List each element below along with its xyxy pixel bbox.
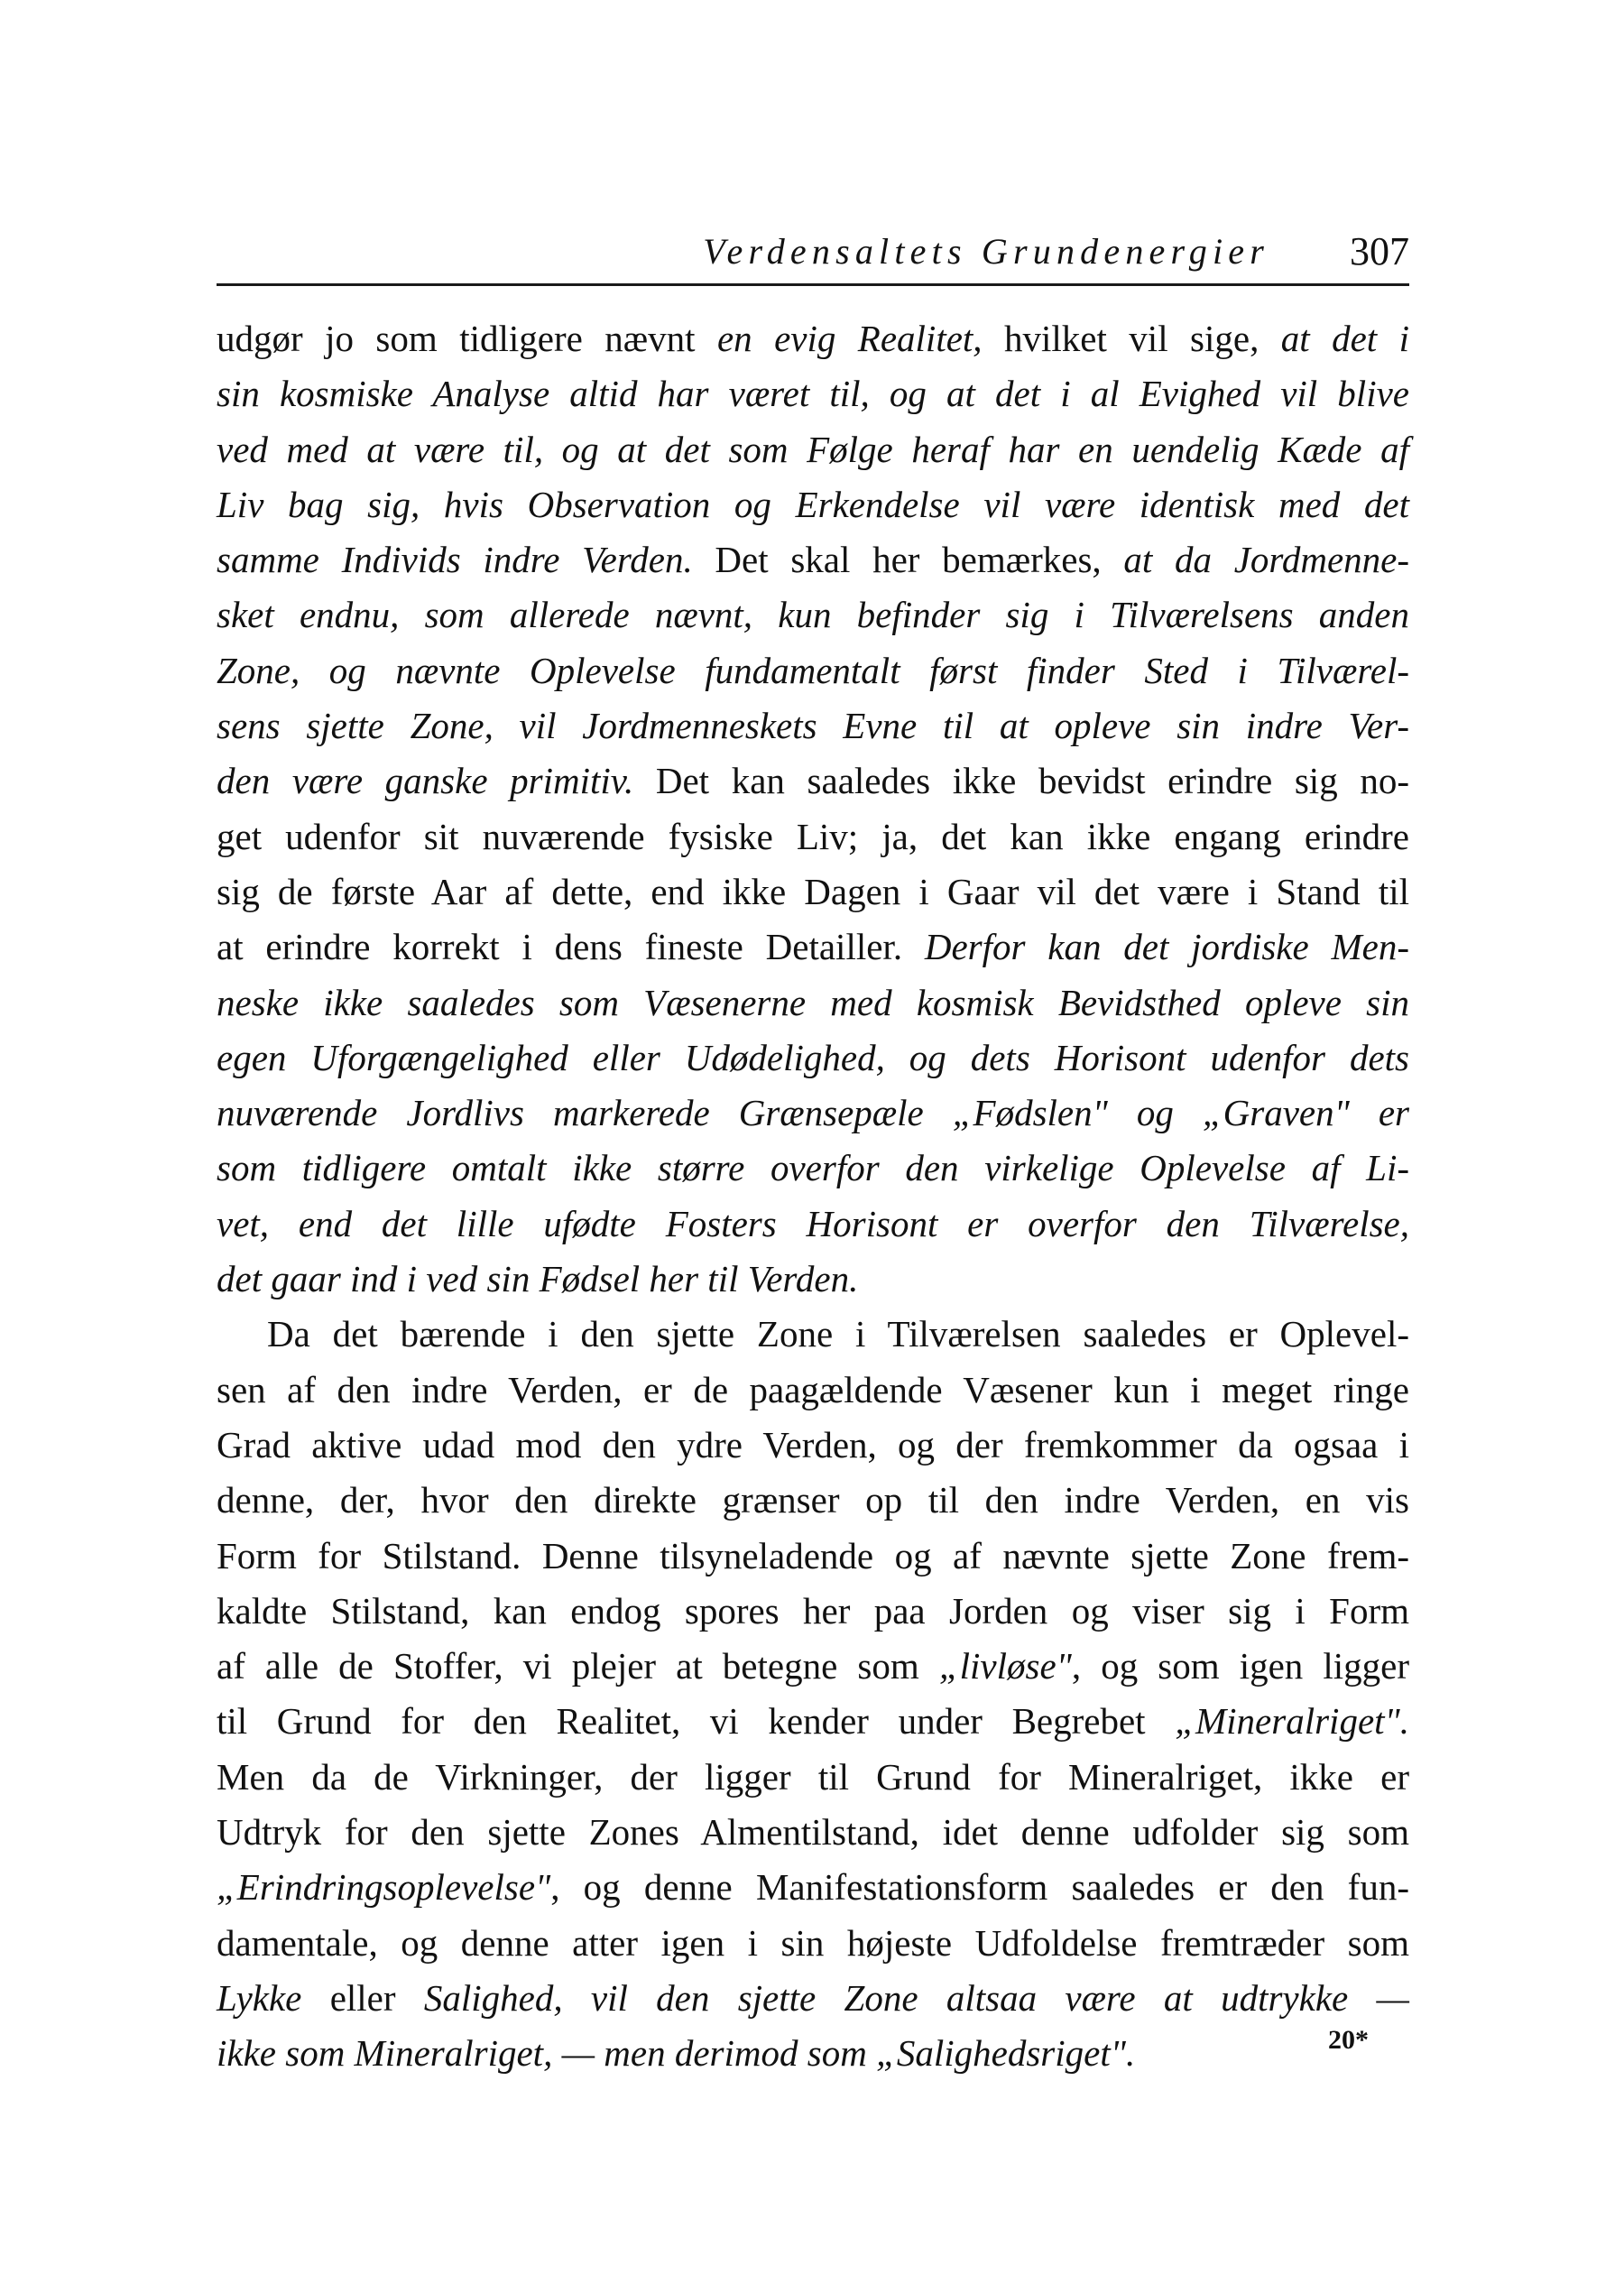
text-line xyxy=(217,1529,1409,1584)
text-line xyxy=(217,1363,1409,1418)
text-line xyxy=(217,1860,1409,1915)
italic-run: det gaar ind i ved sin Fødsel her til Verden. xyxy=(217,1258,859,1300)
text-run: get udenfor sit nuværende fysiske Liv; ja, det kan ikke engang erindre xyxy=(217,815,1409,857)
italic-run: den være ganske primitiv. xyxy=(217,760,634,802)
text-run: denne, der, hvor den direkte grænser op til den indre Verden, en vis xyxy=(217,1479,1409,1521)
text-run: Da det bærende i den sjette Zone i Tilværelsen saaledes er Oplevel- xyxy=(267,1313,1409,1355)
body-text xyxy=(217,311,1409,2082)
text-run: sen af den indre Verden, er de paagældende Væsener kun i meget ringe xyxy=(217,1368,1409,1410)
text-run: , og denne Manifestationsform saaledes er den fun- xyxy=(550,1866,1409,1909)
italic-run: at det i xyxy=(1280,318,1410,359)
text-line xyxy=(217,1086,1409,1141)
text-line xyxy=(217,1197,1409,1252)
italic-run: Zone, og nævnte Oplevelse fundamentalt først finder Sted i Tilværel- xyxy=(217,649,1409,691)
text-run: Det skal her bemærkes, xyxy=(692,539,1124,581)
italic-run: ikke som Mineralriget, — men derimod som „Salighedsriget". xyxy=(217,2032,1136,2075)
text-line xyxy=(217,698,1409,754)
text-run: Grad aktive udad mod den ydre Verden, og der fremkommer da ogsaa i xyxy=(217,1423,1409,1465)
text-line xyxy=(217,754,1409,809)
text-line xyxy=(217,1916,1409,1971)
italic-run: egen Uforgængelighed eller Udødelighed, og dets Horisont udenfor dets xyxy=(217,1036,1409,1078)
italic-run: Lykke xyxy=(217,1976,302,2019)
text-line xyxy=(217,864,1409,920)
italic-run: „livløse" xyxy=(938,1645,1072,1687)
italic-run: neske ikke saaledes som Væsenerne med kosmisk Bevidsthed opleve sin xyxy=(217,981,1409,1023)
italic-run: Salighed, vil den sjette Zone altsaa være at udtrykke — xyxy=(423,1976,1409,2019)
italic-run: Derfor kan det jordiske Men- xyxy=(924,926,1409,968)
text-run: kaldte Stilstand, kan endog spores her paa Jorden og viser sig i Form xyxy=(217,1589,1409,1632)
italic-run: som tidligere omtalt ikke større overfor den virkelige Oplevelse af Li- xyxy=(217,1147,1409,1189)
running-header xyxy=(217,227,1409,286)
text-line xyxy=(217,311,1409,366)
text-line xyxy=(217,1473,1409,1528)
italic-run: nuværende Jordlivs markerede Grænsepæle „Fødslen" og „Graven" er xyxy=(217,1092,1409,1134)
signature-mark: 20* xyxy=(1328,2025,1369,2055)
text-line xyxy=(217,1805,1409,1860)
text-line xyxy=(217,1031,1409,1086)
text-run: hvilket vil sige, xyxy=(982,318,1281,359)
text-line xyxy=(217,2026,1409,2081)
text-line xyxy=(217,1418,1409,1473)
text-line xyxy=(217,1639,1409,1694)
text-line xyxy=(217,643,1409,698)
text-run: Form for Stilstand. Denne tilsyneladende og af nævnte sjette Zone frem- xyxy=(217,1534,1409,1576)
italic-run: sket endnu, som allerede nævnt, kun befinder sig i Tilværelsens anden xyxy=(217,594,1409,636)
italic-run: ved med at være til, og at det som Følge heraf har en uendelig Kæde af xyxy=(217,428,1409,470)
text-run: Udtryk for den sjette Zones Almentilstand, idet denne udfolder sig som xyxy=(217,1811,1409,1854)
text-run: eller xyxy=(301,1976,424,2019)
text-line xyxy=(217,1750,1409,1805)
text-line xyxy=(217,1971,1409,2026)
italic-run: en evig Realitet, xyxy=(716,318,983,359)
text-line xyxy=(217,920,1409,975)
italic-run: „Mineralriget". xyxy=(1175,1700,1409,1743)
text-run: udgør jo som tidligere nævnt xyxy=(217,318,717,359)
text-line xyxy=(217,1584,1409,1639)
text-line xyxy=(217,1141,1409,1196)
italic-run: „Erindringsoplevelse" xyxy=(217,1866,551,1909)
text-line xyxy=(217,975,1409,1031)
text-run: Men da de Virkninger, der ligger til Grund for Mineralriget, ikke er xyxy=(217,1755,1409,1798)
text-run: til Grund for den Realitet, vi kender under Begrebet xyxy=(217,1700,1176,1743)
text-line xyxy=(217,587,1409,643)
text-line xyxy=(217,532,1409,587)
text-line xyxy=(217,1307,1409,1362)
italic-run: at da Jordmenne- xyxy=(1123,539,1410,581)
text-run: damentale, og denne atter igen i sin højeste Udfoldelse fremtræder som xyxy=(217,1921,1409,1964)
text-run: at erindre korrekt i dens fineste Detailler. xyxy=(217,926,925,968)
italic-run: vet, end det lille ufødte Fosters Horisont er overfor den Tilværelse, xyxy=(217,1202,1409,1244)
text-run: , og som igen ligger xyxy=(1071,1645,1409,1687)
running-title: Verdensaltets Grundenergier xyxy=(703,231,1269,272)
text-run: Det kan saaledes ikke bevidst erindre sig no- xyxy=(633,760,1409,802)
text-line xyxy=(217,1252,1409,1307)
italic-run: Liv bag sig, hvis Observation og Erkendelse vil være identisk med det xyxy=(217,483,1409,525)
italic-run: sin kosmiske Analyse altid har været til, og at det i al Evighed vil blive xyxy=(217,373,1409,415)
text-line xyxy=(217,422,1409,477)
text-line xyxy=(217,1694,1409,1749)
text-run: sig de første Aar af dette, end ikke Dagen i Gaar vil det være i Stand til xyxy=(217,870,1409,912)
italic-run: sens sjette Zone, vil Jordmenneskets Evne til at opleve sin indre Ver- xyxy=(217,705,1409,747)
text-run: af alle de Stoffer, vi plejer at betegne som xyxy=(217,1645,939,1687)
text-line xyxy=(217,477,1409,532)
italic-run: samme Individs indre Verden. xyxy=(217,539,693,581)
text-line xyxy=(217,366,1409,421)
text-line xyxy=(217,809,1409,864)
page-number: 307 xyxy=(1350,229,1409,273)
